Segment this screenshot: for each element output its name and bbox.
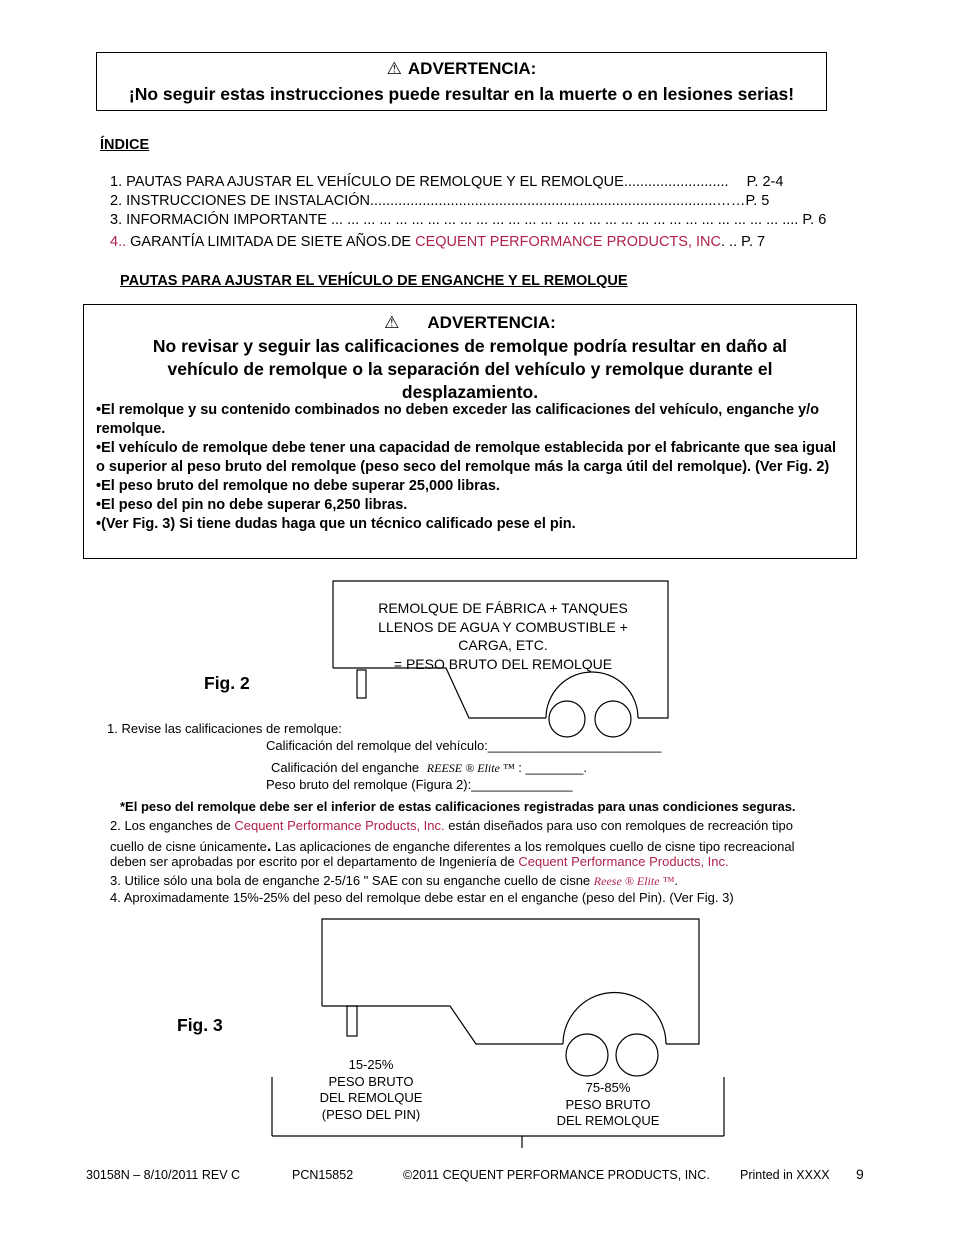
ratings-vehicle: Calificación del remolque del vehículo:________________________ bbox=[266, 738, 662, 753]
warning2-line: vehículo de remolque o la separación del vehículo y remolque durante el bbox=[167, 359, 773, 379]
ratings-hitch-brand: REESE ® Elite ™ bbox=[426, 761, 515, 775]
fig2-line: CARGA, ETC. bbox=[458, 637, 548, 653]
fig3-axle-weight bbox=[533, 1080, 683, 1130]
fig3-trailer-body bbox=[322, 919, 699, 1044]
fig3-pin-weight bbox=[296, 1057, 446, 1123]
fig2-wheel bbox=[549, 701, 585, 737]
warning-triangle-icon: ⚠ bbox=[386, 59, 402, 78]
ratings-note: *El peso del remolque debe ser el inferior de estas calificaciones registradas para unas condiciones seguras. bbox=[120, 799, 796, 814]
para2-text: Las aplicaciones de enganche diferentes a los remolques cuello de cisne tipo recreacional bbox=[274, 839, 795, 854]
fig2-caption bbox=[340, 599, 666, 673]
para2-text: cuello de cisne únicamente bbox=[110, 839, 267, 854]
fig3-left-line: PESO BRUTO bbox=[328, 1073, 414, 1089]
index-heading: ÍNDICE bbox=[100, 137, 150, 153]
fig2-wheel bbox=[595, 701, 631, 737]
ratings-hitch bbox=[271, 760, 587, 776]
fig3-left-line: (PESO DEL PIN) bbox=[321, 1106, 421, 1122]
fig3-wheel bbox=[616, 1034, 658, 1076]
fig3-right-line: 75-85% bbox=[585, 1080, 631, 1095]
toc-item-brand: CEQUENT PERFORMANCE PRODUCTS, INC bbox=[415, 234, 721, 250]
fig3-right-line: DEL REMOLQUE bbox=[556, 1113, 660, 1128]
fig2-label: Fig. 2 bbox=[204, 673, 250, 693]
para3: 3. Utilice sólo una bola de enganche 2-5/16 " SAE con su enganche cuello de cisne Reese ® Elite ™. bbox=[110, 873, 678, 888]
fig2-trailer-gooseneck bbox=[333, 668, 546, 718]
ratings-intro: 1. Revise las calificaciones de remolque: bbox=[107, 721, 342, 736]
footer-printed: Printed in XXXX bbox=[740, 1168, 830, 1182]
para3-brand: Reese ® Elite ™ bbox=[593, 874, 675, 888]
toc-item-page: P. 5 bbox=[745, 193, 770, 209]
fig3-left-line: 15-25% bbox=[348, 1057, 394, 1072]
para2-line1 bbox=[110, 818, 793, 833]
para3-text: 3. Utilice sólo una bola de enganche 2-5/16 " SAE con su enganche cuello de cisne bbox=[110, 873, 591, 888]
footer-doc-number: 30158N – 8/10/2011 REV C bbox=[86, 1168, 241, 1182]
warning2-line: No revisar y seguir las calificaciones de remolque podría resultar en daño al bbox=[152, 336, 788, 356]
warning-triangle-icon: ⚠ bbox=[384, 313, 400, 332]
bullet-item: •El vehículo de remolque debe tener una capacidad de remolque establecida por el fabricante que sea igual o superior al peso bruto del remolque (peso seco del remolque más la carga útil del remolque). (Ver Fig. 2) bbox=[96, 440, 836, 475]
para2-brand: Cequent Performance Products, Inc. bbox=[234, 818, 445, 833]
para4: 4. Aproximadamente 15%-25% del peso del remolque debe estar en el enganche (peso del Pin). (Ver Fig. 3) bbox=[110, 890, 734, 905]
ratings-hitch-label: Calificación del enganche bbox=[271, 760, 420, 775]
fig2-line: REMOLQUE DE FÁBRICA + TANQUES bbox=[378, 600, 628, 616]
warning-title: ADVERTENCIA: bbox=[407, 59, 537, 78]
ratings-hitch-blank: : ________. bbox=[518, 760, 587, 775]
fig3-label: Fig. 3 bbox=[177, 1015, 223, 1035]
toc-item-text: 3. INFORMACIÓN IMPORTANTE ... ... ... ... ... ... ... ... ... ... ... ... ... ... ... ... ... ... ... ... ... ... ... ... ... ... ... ... .... bbox=[110, 212, 799, 228]
para2-text: están diseñados para uso con remolques de recreación tipo bbox=[448, 818, 793, 833]
section-heading: PAUTAS PARA AJUSTAR EL VEHÍCULO DE ENGANCHE Y EL REMOLQUE bbox=[120, 273, 628, 289]
bullet-item: •El peso bruto del remolque no debe superar 25,000 libras. bbox=[96, 478, 500, 494]
warning-text: ¡No seguir estas instrucciones puede resultar en la muerte o en lesiones serias! bbox=[128, 84, 795, 104]
fig3-left-line: DEL REMOLQUE bbox=[319, 1090, 423, 1105]
toc-item-page: P. 6 bbox=[802, 212, 827, 228]
toc-item-tail: . .. bbox=[721, 234, 738, 250]
warning2-line: desplazamiento. bbox=[401, 382, 539, 402]
fig2-line: LLENOS DE AGUA Y COMBUSTIBLE + bbox=[378, 618, 628, 635]
para2-text: deben ser aprobadas por escrito por el departamento de Ingeniería de bbox=[110, 854, 515, 869]
footer-page-number: 9 bbox=[856, 1166, 864, 1182]
fig3-wheel bbox=[566, 1034, 608, 1076]
fig2-line: = PESO BRUTO DEL REMOLQUE bbox=[393, 655, 613, 672]
warning2-title: ADVERTENCIA: bbox=[427, 313, 556, 332]
toc-item-page: P. 7 bbox=[741, 234, 766, 250]
fig3-right-line: PESO BRUTO bbox=[565, 1096, 651, 1112]
fig2-wheel-well bbox=[546, 672, 638, 718]
toc-item-page: P. 2-4 bbox=[746, 174, 784, 190]
bullet-item: •(Ver Fig. 3) Si tiene dudas haga que un técnico calificado pese el pin. bbox=[96, 516, 576, 532]
footer-copyright: ©2011 CEQUENT PERFORMANCE PRODUCTS, INC. bbox=[403, 1168, 710, 1182]
bullet-item: •El remolque y su contenido combinados no deben exceder las calificaciones del vehículo, enganche y/o remolque. bbox=[96, 402, 820, 437]
para2-text: 2. Los enganches de bbox=[110, 818, 231, 833]
toc-item-num: 4.. bbox=[110, 234, 127, 250]
fig2-kingpin bbox=[357, 670, 366, 698]
bullet-item: •El peso del pin no debe superar 6,250 libras. bbox=[96, 497, 408, 513]
ratings-gross: Peso bruto del remolque (Figura 2):______________ bbox=[266, 777, 573, 792]
fig3-kingpin bbox=[347, 1006, 357, 1036]
fig3-trailer-gooseneck bbox=[322, 1006, 563, 1044]
para2-line2: cuello de cisne únicamente. Las aplicaciones de enganche diferentes a los remolques cuello de cisne tipo recreacional bbox=[110, 838, 795, 855]
toc-item-text: GARANTÍA LIMITADA DE SIETE AÑOS.DE bbox=[130, 234, 412, 250]
toc-item-text: 2. INSTRUCCIONES DE INSTALACIÓN......................................................................................…… bbox=[110, 193, 746, 209]
para2-brand: Cequent Performance Products, Inc. bbox=[518, 854, 729, 869]
para2-line3 bbox=[110, 854, 729, 869]
footer-pcn: PCN15852 bbox=[292, 1168, 354, 1182]
fig3-trailer-illustration bbox=[322, 919, 699, 1076]
toc-item-text: 1. PAUTAS PARA AJUSTAR EL VEHÍCULO DE REMOLQUE Y EL REMOLQUE.......................... bbox=[110, 174, 729, 190]
